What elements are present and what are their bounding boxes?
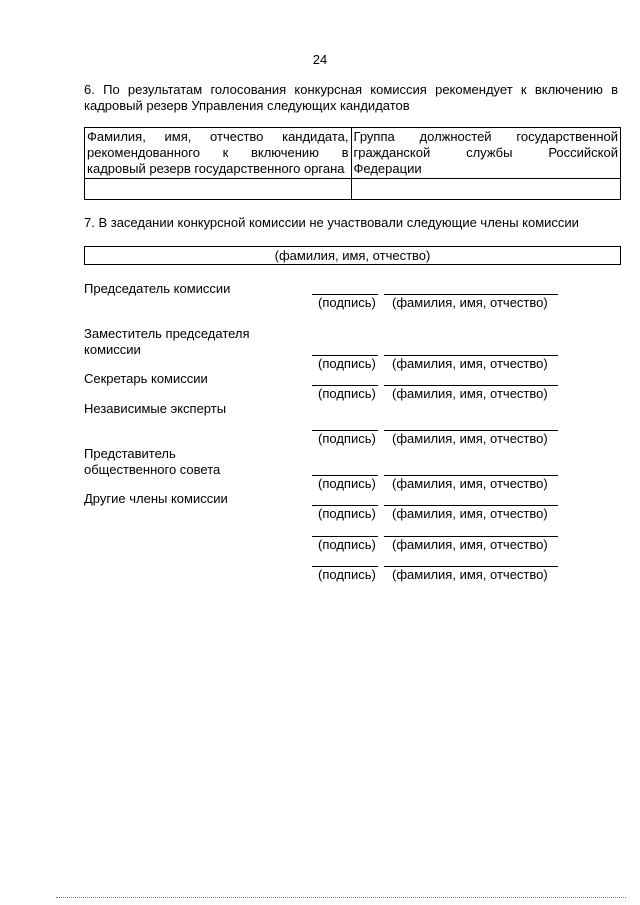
table-cell-empty[interactable]: [85, 179, 352, 200]
full-name-caption: (фамилия, имя, отчество): [392, 537, 548, 552]
header-col1-line-2: рекомендованного к включению в: [87, 145, 349, 160]
signature-caption: (подпись): [318, 476, 376, 491]
signature-block-chairman: [312, 294, 558, 312]
signature-block-other-1: [312, 505, 558, 523]
signature-block-deputy: [312, 355, 558, 373]
table-row: [85, 179, 621, 200]
footer-divider: [56, 897, 626, 898]
header-col1-line-3: кадровый резерв государственного органа: [87, 161, 345, 176]
header-col2-line-1: Группа должностей государственной: [353, 129, 618, 144]
header-cell-candidate-name: [85, 128, 352, 179]
section-7-line-1: 7. В заседании конкурсной комиссии не участвовали следующие члены комиссии: [84, 215, 579, 230]
signature-caption: (подпись): [318, 537, 376, 552]
full-name-caption: (фамилия, имя, отчество): [392, 431, 548, 446]
table-cell-empty[interactable]: [351, 179, 620, 200]
role-chairman: Председатель комиссии: [84, 281, 231, 296]
signature-block-secretary: [312, 385, 558, 403]
role-public-line-2: общественного совета: [84, 462, 221, 477]
full-name-caption: (фамилия, имя, отчество): [392, 506, 548, 521]
signature-block-experts: [312, 430, 558, 448]
header-cell-position-group: [351, 128, 620, 179]
signature-caption: (подпись): [318, 567, 376, 582]
page-number: 24: [312, 52, 328, 67]
full-name-caption: (фамилия, имя, отчество): [392, 295, 548, 310]
signature-caption: (подпись): [318, 506, 376, 521]
role-other-members: Другие члены комиссии: [84, 491, 228, 506]
role-deputy-line-1: Заместитель председателя: [84, 326, 250, 341]
absent-members-name-box[interactable]: (фамилия, имя, отчество): [84, 246, 621, 265]
header-col2-line-2: гражданской службы Российской: [353, 145, 618, 160]
header-col1-line-1: Фамилия, имя, отчество кандидата,: [87, 129, 349, 144]
signature-block-public-council: [312, 475, 558, 493]
signature-block-other-3: [312, 566, 558, 584]
full-name-caption: (фамилия, имя, отчество): [392, 567, 548, 582]
signature-caption: (подпись): [318, 386, 376, 401]
table-header-row: [85, 128, 621, 179]
role-experts: Независимые эксперты: [84, 401, 227, 416]
signature-caption: (подпись): [318, 295, 376, 310]
section-6-text: [84, 82, 618, 114]
role-deputy: [84, 326, 250, 358]
header-col2-line-3: Федерации: [353, 161, 422, 176]
role-public-line-1: Представитель: [84, 446, 176, 461]
full-name-caption: (фамилия, имя, отчество): [392, 356, 548, 371]
section-7-text: [84, 215, 618, 231]
role-secretary: Секретарь комиссии: [84, 371, 208, 386]
signature-caption: (подпись): [318, 431, 376, 446]
role-public-council: [84, 446, 220, 478]
section-6-line-1: 6. По результатам голосования конкурсная комиссия рекомендует к включению в: [84, 82, 618, 97]
candidates-table: [84, 127, 621, 200]
signature-block-other-2: [312, 536, 558, 554]
full-name-caption: (фамилия, имя, отчество): [392, 386, 548, 401]
role-deputy-line-2: комиссии: [84, 342, 141, 357]
full-name-caption: (фамилия, имя, отчество): [392, 476, 548, 491]
section-6-line-2: кадровый резерв Управления следующих кандидатов: [84, 98, 410, 113]
signature-caption: (подпись): [318, 356, 376, 371]
